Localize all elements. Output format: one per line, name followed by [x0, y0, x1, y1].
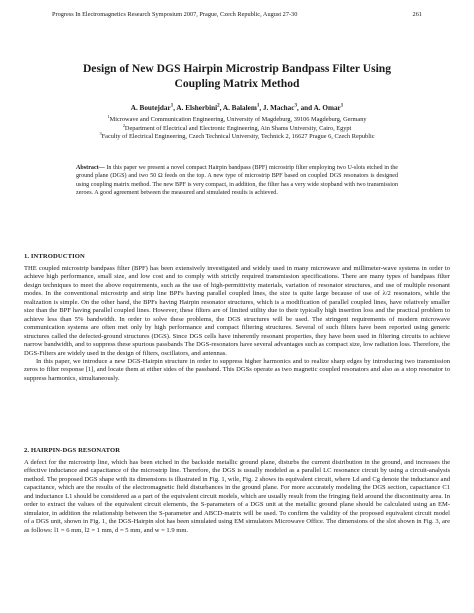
abstract-text: In this paper we present a novel compact Hairpin bandpass (BPF) microstrip filter employing two U-slots etched in the ground plane (DGS) and two 50 Ω feeds on the top. A new type of microstrip BPF based on coupled DGS resonators is designed using coupling matrix method. The new BPF is very compact, in addition, the filter has a very wide stopband with two transmission zeroes. A good agreement between the measured and simulated results is achieved. [76, 165, 398, 197]
section-body-introduction [24, 265, 450, 383]
paragraph: In this paper, we introduce a new DGS-Hairpin structure in order to suppress higher harmonics and to realize sharp edges by introducing two transmission zeros to filter response [1], and locate them at either sides of the passband. This DGSs operate as two magnetic coupled resonators and also as a stop resonator to suppress harmonics, simultaneously. [24, 357, 450, 382]
running-head-text: Progress In Electromagnetics Research Symposium 2007, Prague, Czech Republic, August 27-30 [52, 11, 298, 18]
abstract-label: Abstract— [76, 165, 105, 171]
section-heading-hairpin-dgs: 2. HAIRPIN-DGS RESONATOR [24, 447, 121, 454]
affiliation: $^1$Microwave and Communication Engineering, University of Magdeburg, 39106 Magdeburg, Germany [107, 113, 367, 123]
page-number: 261 [412, 11, 422, 18]
affiliations [40, 113, 434, 142]
running-head [52, 10, 422, 19]
affiliation: $^2$Department of Electrical and Electronic Engineering, Ain Shams University, Cairo, Egypt [122, 122, 352, 132]
title-line-1: Design of New DGS Hairpin Microstrip Bandpass Filter Using [82, 62, 392, 75]
paragraph: THE coupled microstrip bandpass filter (BPF) has been extensively investigated and widely used in many microwave and millimeter-wave systems in order to achieve high performance, small size, and low cost and to comply with strictly required transmission specifications. There are many types of bandpass filter design techniques to meet the above requirements, such as the use of high-permittivity materials, variation of resonator structures, and use of multiple resonant modes. In the conventional microstrip and strip line BPFs having parallel coupled lines, the size is quite large because of use of λ/2 resonators, while the realization is simple. On the other hand, the BPFs having Hairpin resonator structures, which is a modification of parallel coupled lines, have relatively smaller size than the BPF having parallel coupled lines. However, these filters are of limited utility due to their typically high insertion loss and the practical problem to achieve less than 5% bandwidth. In order to solve these problems, the DGS structures will be used. The stringent requirements of modern microwave communication systems are often met only by high performance and compact filtering structures. Several of such filters have been reported using generic structures called the defected-ground structures (DGS). Since DGS cells have inherently resonant properties, they have been used in filtering circuits to achieve narrow bandwidth, and to suppress these spurious passbands The DGS-resonators have several advantages such as compact size, low radiation loss. Therefore, the DGS-Filters are widely used in the design of filters, oscillators, and antennas. [24, 265, 450, 357]
abstract [76, 164, 398, 198]
section-heading-introduction: 1. INTRODUCTION [24, 253, 85, 260]
title-line-2: Coupling Matrix Method [174, 77, 300, 90]
author: A. Balalem$^1$ [222, 103, 260, 112]
author: A. Omar$^1$ [313, 103, 344, 112]
author: A. Elsherbini$^2$ [176, 103, 220, 112]
paper-title [40, 61, 434, 91]
section-body-hairpin-dgs [24, 459, 450, 535]
paragraph: A defect for the microstrip line, which has been etched in the backside metallic ground plane, disturbs the current distribution in the ground, and increases the effective inductance and capacitance of the microstrip line. Therefore, the DGS is usually modeled as a parallel LC resonance circuit by using a circuit-analysis method. The proposed DGS shape with its dimensions is illustrated in Fig. 1, wile, Fig. 2 shows its equivalent circuit, where Ld and Cg denote the inductance and capacitance, which are the results of the electromagnetic field disturbances in the ground plane. For more accurately modeling the DGS section, capacitance C1 and inductance L1 should be considered as a part of the equivalent circuit models, which are usually result from the fringing field around the discontinuity area. In order to extract the values of the equivalent circuit elements, the S-parameters of a DGS unit at the metallic ground plane should be calculated using an EM-simulator, in addition the relationship between the S-parameter and ABCD-matrix will be used. To confirm the validity of the proposed equivalent circuit model of a DGS unit, shown in Fig. 1, the DGS-Hairpin slot has been simulated using EM simulators Microwave Office. The dimensions of the slot shown in Fig. 3, are as follows: l1 = 6 mm, l2 = 1 mm, d = 5 mm, and w = 1.9 mm. [24, 459, 450, 534]
affiliation: $^3$Faculty of Electrical Engineering, Czech Technical University, Technick 2, 16627 Prague 6, Czech Republic [99, 130, 375, 140]
author: J. Machac$^3$ [262, 103, 297, 112]
author-list: A. Boutejdar$^1$, A. Elsherbini$^2$, A. Balalem$^1$, J. Machac$^3$, and A. Omar$^1$ [130, 103, 344, 112]
author: A. Boutejdar$^1$ [130, 103, 174, 112]
